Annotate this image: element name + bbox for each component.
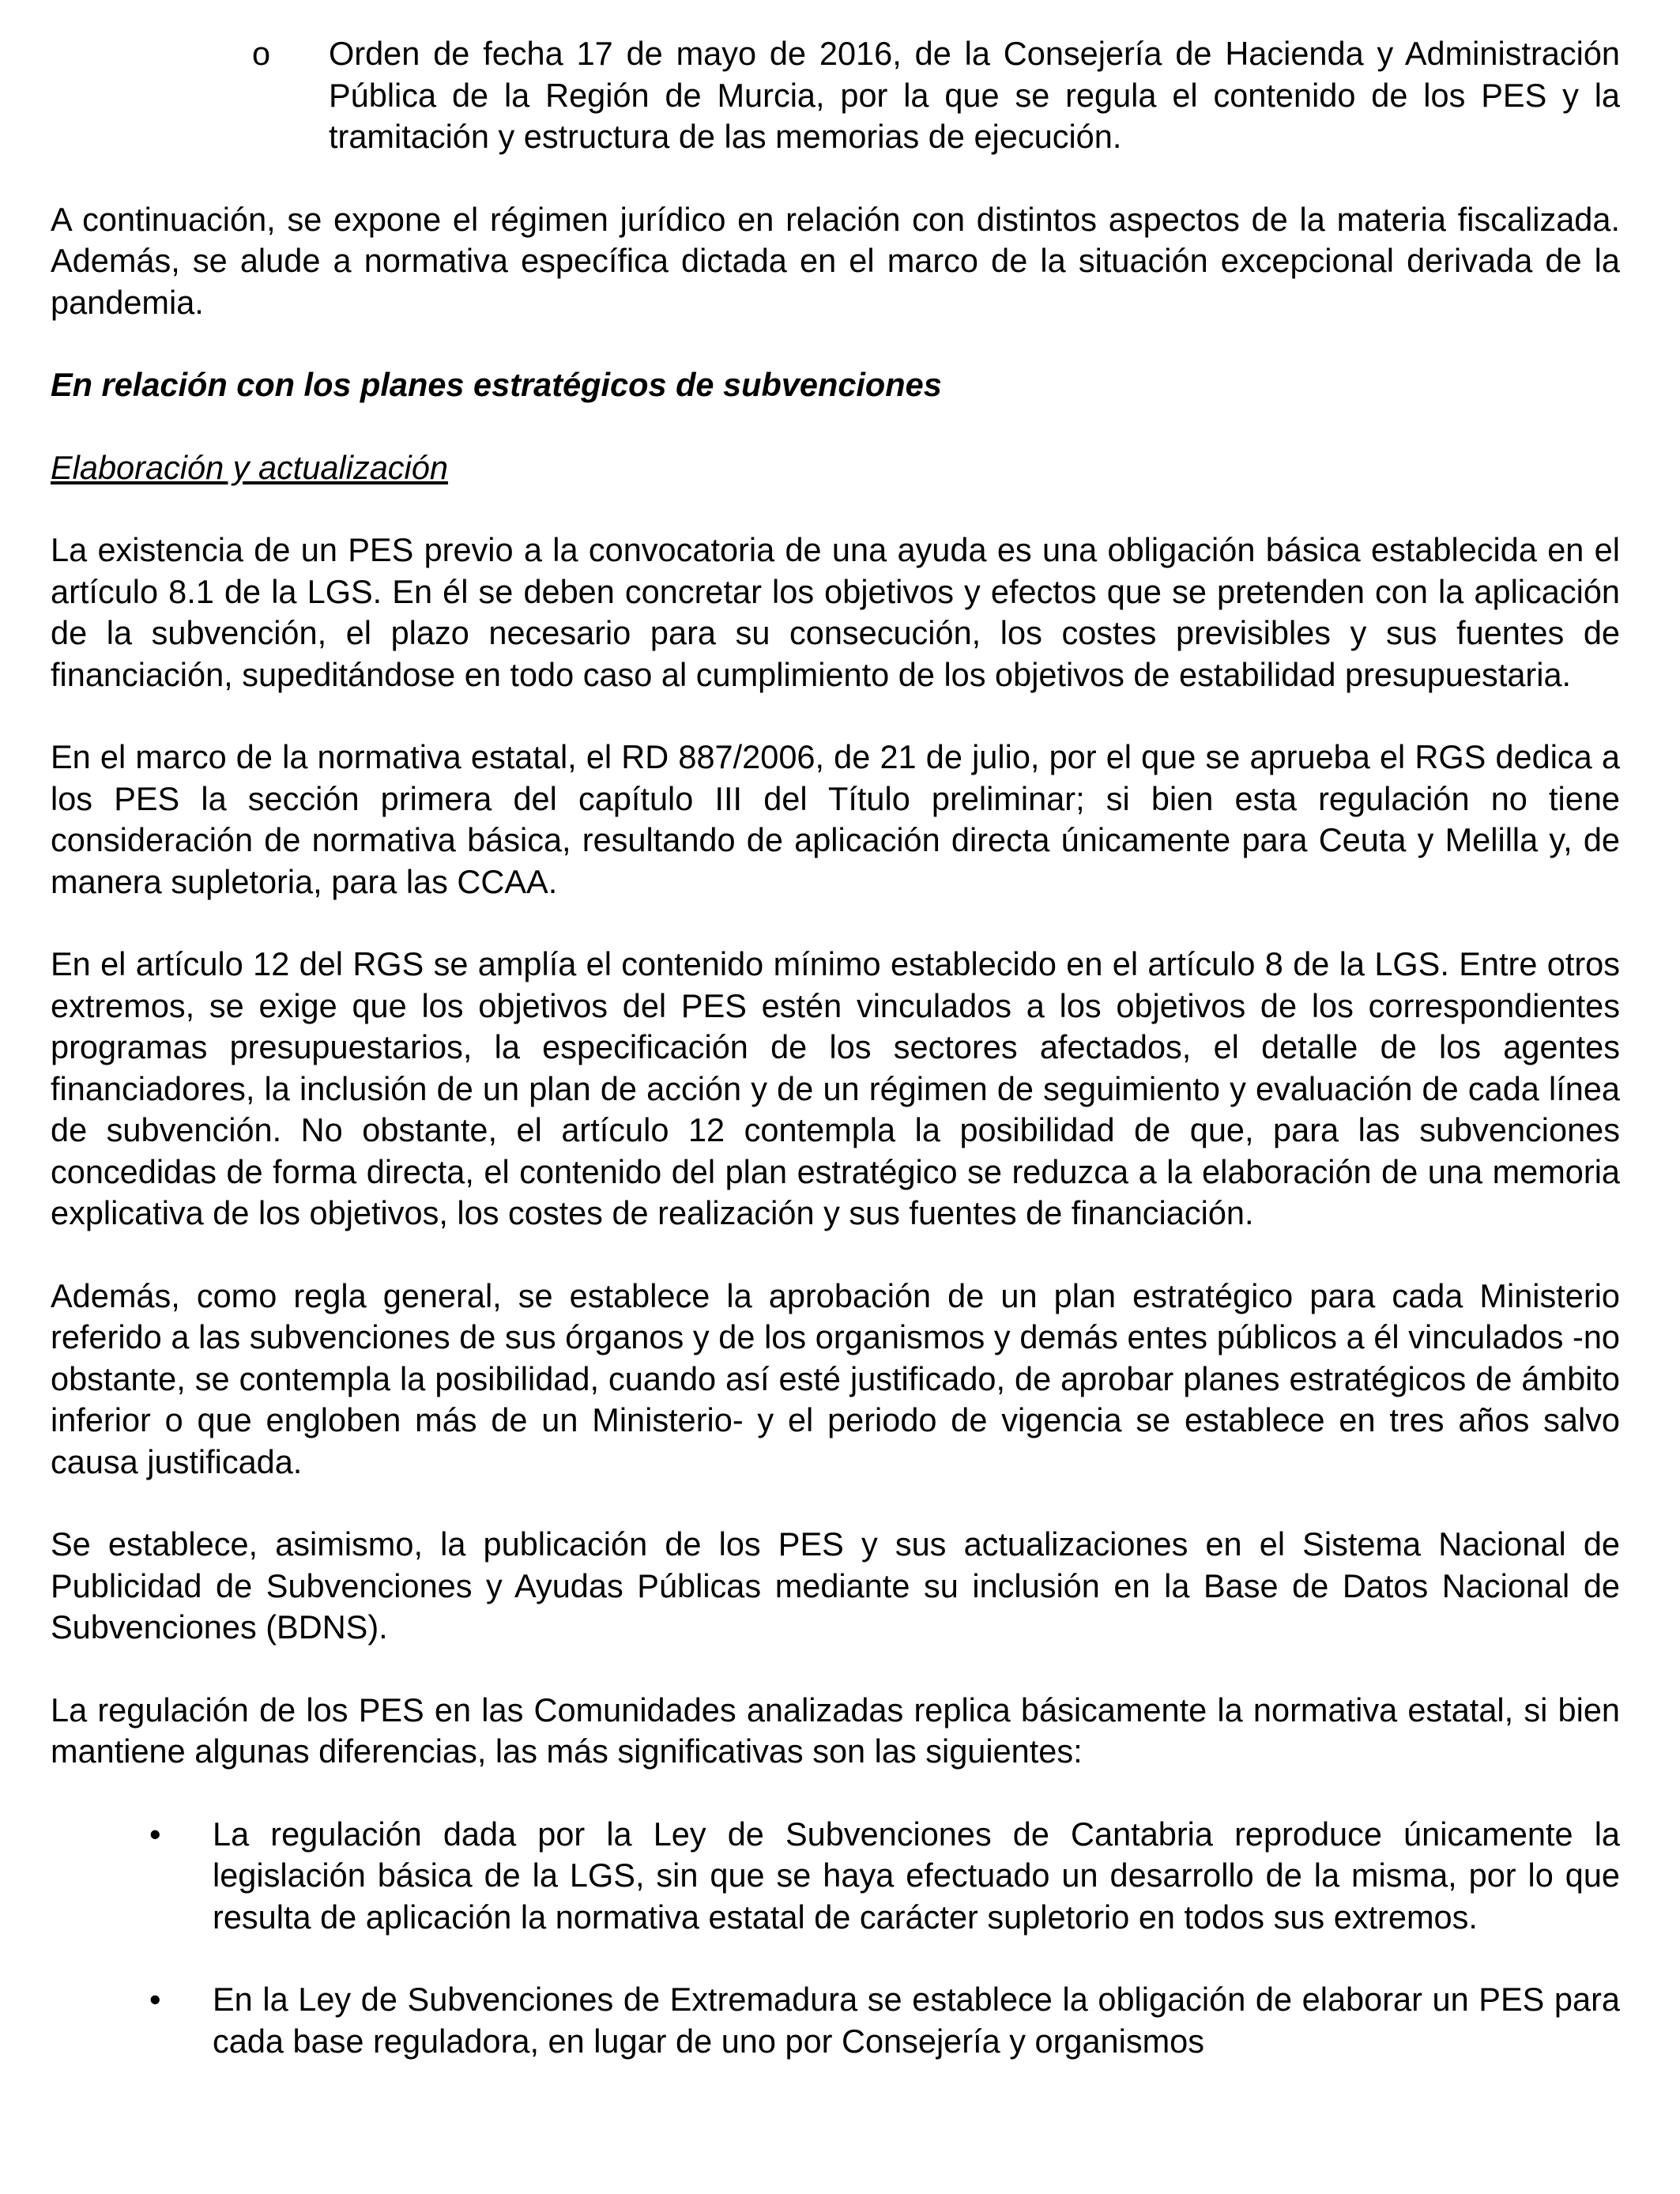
paragraph: La existencia de un PES previo a la convocatoria de una ayuda es una obligación básica establecida en el artículo 8.1 de la LGS. En él se deben concretar los objetivos y efectos que se pretenden con la aplicación de la subvención, el plazo necesario para su consecución, los costes previsibles y sus fuentes de financiación, supeditándose en todo caso al cumplimiento de los objetivos de estabilidad presupuestaria. [51, 531, 1620, 693]
paragraph: La regulación de los PES en las Comunidades analizadas replica básicamente la normativa estatal, si bien mantiene algunas diferencias, las más significativas son las siguientes: [51, 1691, 1620, 1770]
subsection-heading: Elaboración y actualización [51, 448, 448, 486]
paragraph: En el artículo 12 del RGS se amplía el contenido mínimo establecido en el artículo 8 de la LGS. Entre otros extremos, se exige que los objetivos del PES estén vinculados a los objetivos de los correspondientes programas presupuestarios, la especificación de los sectores afectados, el detalle de los agentes financiadores, la inclusión de un plan de acción y de un régimen de seguimiento y evaluación de cada línea de subvención. No obstante, el artículo 12 contempla la posibilidad de que, para las subvenciones concedidas de forma directa, el contenido del plan estratégico se reduzca a la elaboración de una memoria explicativa de los objetivos, los costes de realización y sus fuentes de financiación. [51, 945, 1620, 1231]
paragraph: En el marco de la normativa estatal, el RD 887/2006, de 21 de julio, por el que se aprueba el RGS dedica a los PES la sección primera del capítulo III del Título preliminar; si bien esta regulación no tiene consideración de normativa básica, resultando de aplicación directa únicamente para Ceuta y Melilla y, de manera supletoria, para las CCAA. [51, 738, 1620, 900]
section-heading: En relación con los planes estratégicos de subvenciones [51, 366, 942, 403]
bullet-text: En la Ley de Subvenciones de Extremadura se establece la obligación de elaborar un PES para cada base reguladora, en lugar de uno por Consejería y organismos [213, 1981, 1620, 2060]
sub-bullet-text: Orden de fecha 17 de mayo de 2016, de la Consejería de Hacienda y Administración Pública de la Región de Murcia, por la que se regula el contenido de los PES y la tramitación y estructura de las memorias de ejecución. [329, 35, 1620, 155]
intro-paragraph: A continuación, se expone el régimen jurídico en relación con distintos aspectos de la materia fiscalizada. Además, se alude a normativa específica dictada en el marco de la situación excepcional derivada de la pandemia. [51, 200, 1620, 321]
sub-bullet-item [51, 33, 1620, 158]
paragraph: Se establece, asimismo, la publicación de los PES y sus actualizaciones en el Sistema Nacional de Publicidad de Subvenciones y Ayudas Públicas mediante su inclusión en la Base de Datos Nacional de Subvenciones (BDNS). [51, 1525, 1620, 1646]
bullet-item [51, 1979, 1620, 2062]
sub-bullet-marker: o [252, 35, 271, 72]
paragraph: Además, como regla general, se establece la aprobación de un plan estratégico para cada Ministerio referido a las subvenciones de sus órganos y de los organismos y demás entes públicos a él vinculados -no obstante, se contempla la posibilidad, cuando así esté justificado, de aprobar planes estratégicos de ámbito inferior o que engloben más de un Ministerio- y el periodo de vigencia se establece en tres años salvo causa justificada. [51, 1276, 1620, 1480]
bullet-marker: • [149, 1981, 161, 2018]
bullet-item [51, 1814, 1620, 1939]
bullet-text: La regulación dada por la Ley de Subvenciones de Cantabria reproduce únicamente la legislación básica de la LGS, sin que se haya efectuado un desarrollo de la misma, por lo que resulta de aplicación la normativa estatal de carácter supletorio en todos sus extremos. [213, 1815, 1620, 1936]
bullet-marker: • [149, 1815, 161, 1853]
